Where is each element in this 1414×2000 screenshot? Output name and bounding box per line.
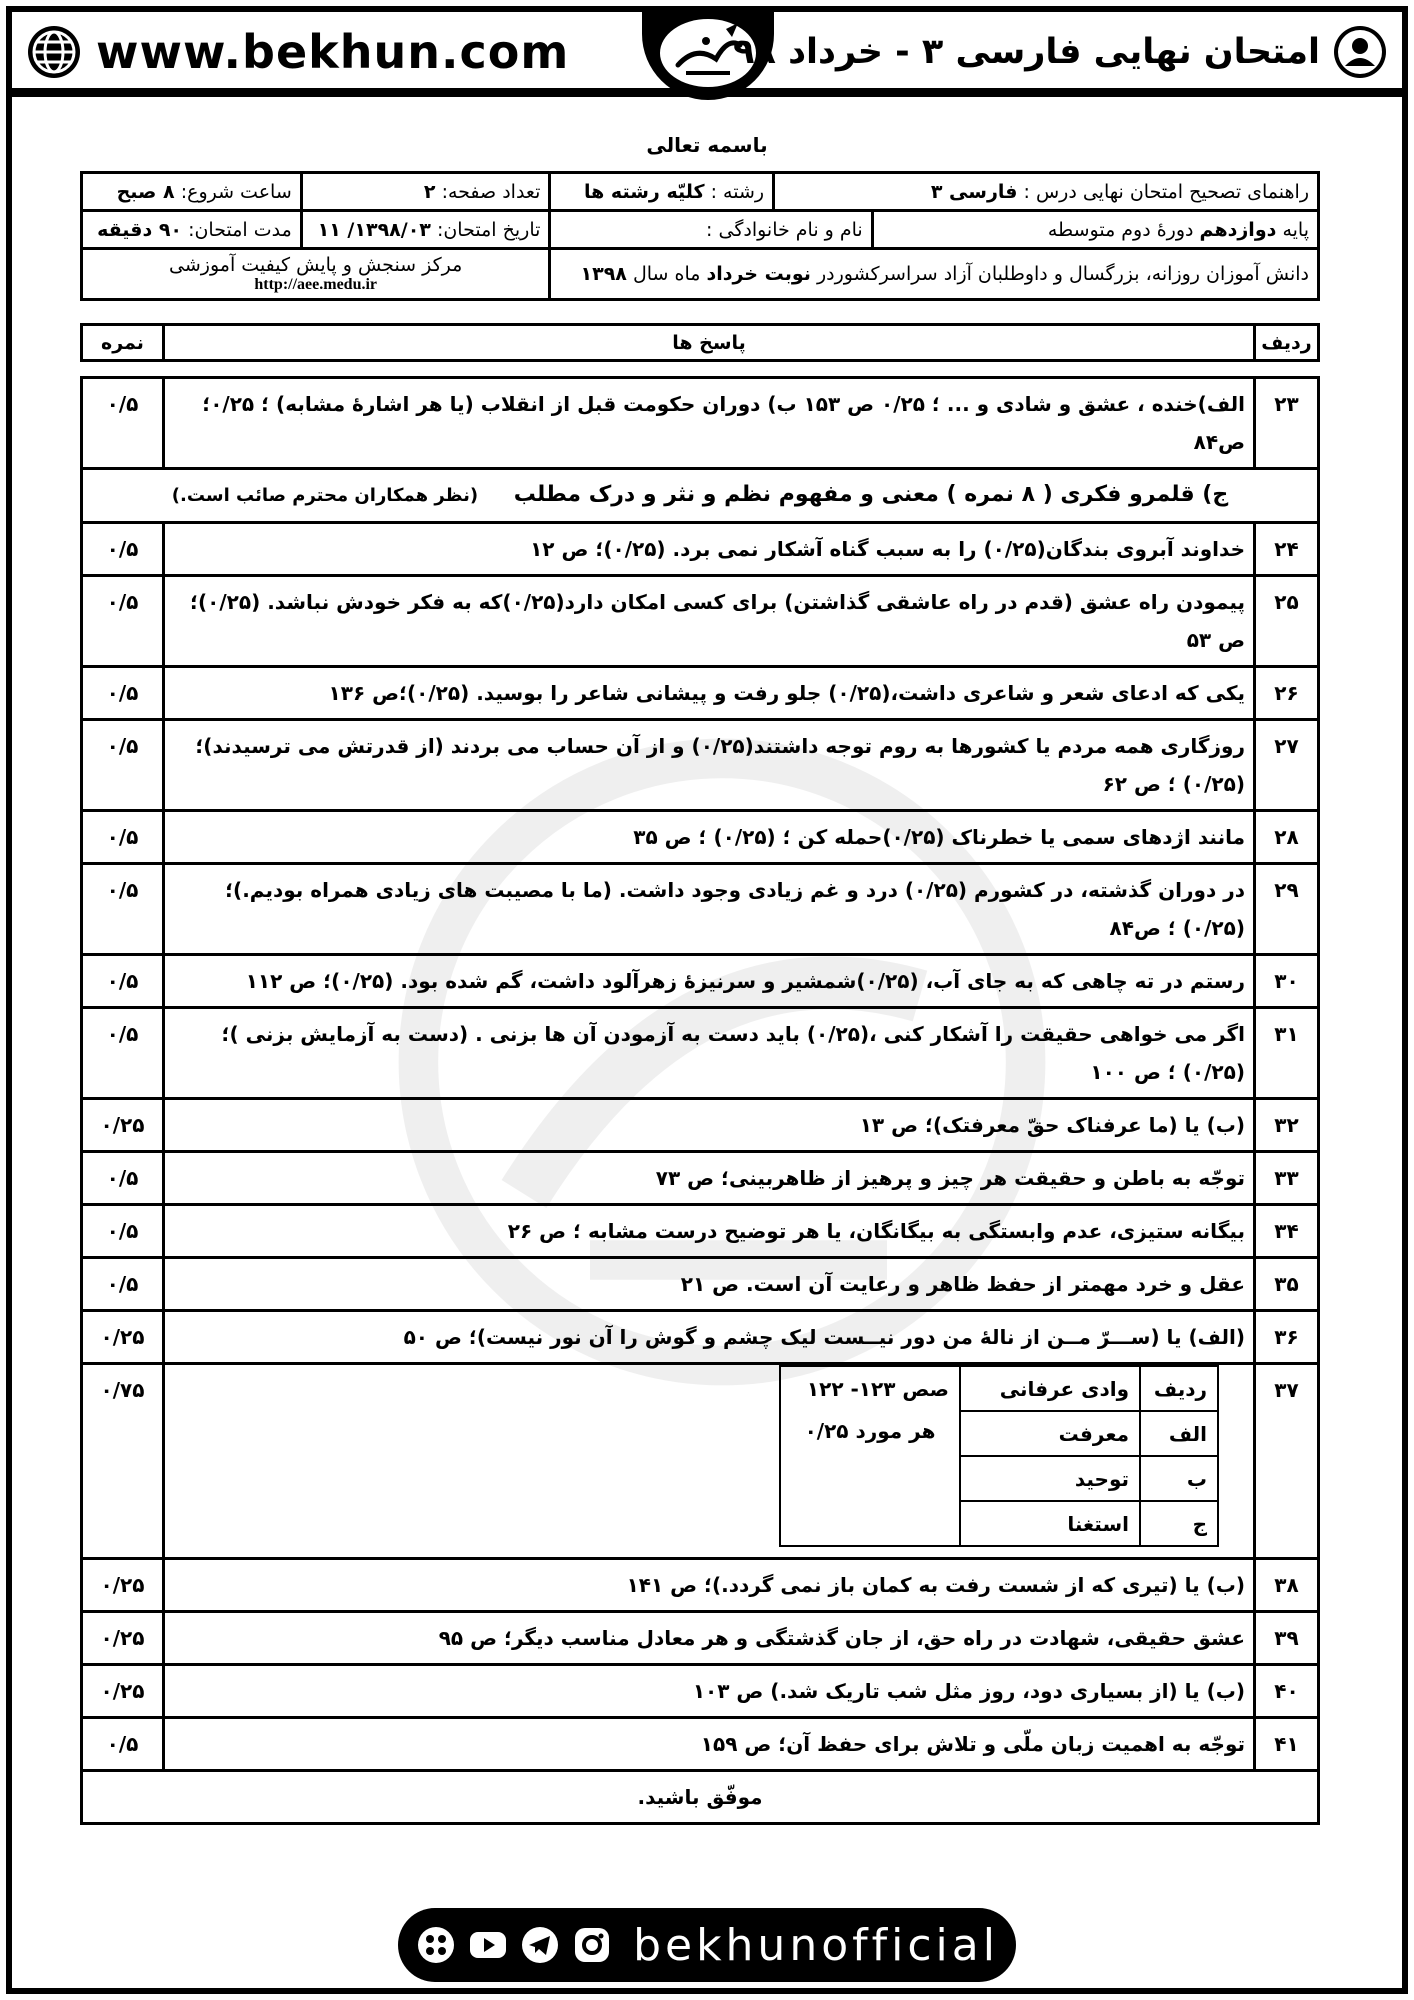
start-cell: ساعت شروع: ۸ صبح — [82, 173, 302, 211]
website-block[interactable] — [26, 24, 569, 80]
answers-table — [80, 376, 1320, 1825]
table-row: ۲۹ در دوران گذشته، در کشورم (۰/۲۵) درد و غم زیادی وجود داشت. (ما با مصیبت های زیادی همراه بودیم.)؛ (۰/۲۵) ؛ ص۸۴ ۰/۵ — [82, 864, 1319, 955]
table-row: ۴۰ (ب) یا (از بسیاری دود، روز مثل شب تاریک شد.) ص ۱۰۳ ۰/۲۵ — [82, 1665, 1319, 1718]
section-title: ج) قلمرو فکری ( ۸ نمره ) معنی و مفهوم نظم و نثر و درک مطلب — [513, 482, 1229, 507]
table-row: ۲۶ یکی که ادعای شعر و شاعری داشت،(۰/۲۵) جلو رفت و پیشانی شاعر را بوسید. (۰/۲۵)؛ص ۱۳۶ ۰/۵ — [82, 667, 1319, 720]
youtube-icon[interactable] — [467, 1924, 509, 1966]
table-row: ۲۷ روزگاری همه مردم یا کشورها به روم توجه داشتند(۰/۲۵) و از آن حساب می بردند (از قدرتش می ترسیدند)؛ (۰/۲۵) ؛ ص ۶۲ ۰/۵ — [82, 720, 1319, 811]
section-note: (نظر همکاران محترم صائب است.) — [171, 485, 479, 506]
table-row: ۳۶ (الف) یا (ســـرّ مــن از نالهٔ من دور نیــست لیک چشم و گوش را آن نور نیست)؛ ص ۵۰ ۰/۲۵ — [82, 1311, 1319, 1364]
table-row: ۴۱ توجّه به اهمیت زبان ملّی و تلاش برای حفظ آن؛ ص ۱۵۹ ۰/۵ — [82, 1718, 1319, 1771]
exam-info-table — [80, 171, 1320, 301]
table-row: ۳۲ (ب) یا (ما عرفناک حقّ معرفتک)؛ ص ۱۳ ۰/۲۵ — [82, 1099, 1319, 1152]
table-row: ۳۴ بیگانه ستیزی، عدم وابستگی به بیگانگان، یا هر توضیح درست مشابه ؛ ص ۲۶ ۰/۵ — [82, 1205, 1319, 1258]
table-row: ۲۸ مانند اژدهای سمی یا خطرناک (۰/۲۵)حمله کن ؛ (۰/۲۵) ؛ ص ۳۵ ۰/۵ — [82, 811, 1319, 864]
header-answers: پاسخ ها — [164, 325, 1255, 361]
table-row: ۳۵ عقل و خرد مهمتر از حفظ ظاهر و رعایت آن است. ص ۲۱ ۰/۵ — [82, 1258, 1319, 1311]
top-banner — [12, 12, 1402, 97]
table-row: ۳۰ رستم در ته چاهی که به جای آب، (۰/۲۵)شمشیر و سرنیزهٔ زهرآلود داشت، گم شده بود. (۰/۲۵)؛ ص ۱۱۲ ۰/۵ — [82, 955, 1319, 1008]
field-cell: رشته : کلیّه رشته ها — [550, 173, 774, 211]
table-row: ۲۴ خداوند آبروی بندگان(۰/۲۵) را به سبب گناه آشکار نمی برد. (۰/۲۵)؛ ص ۱۲ ۰/۵ — [82, 523, 1319, 576]
valley-each: هر مورد ۰/۲۵ — [780, 1411, 960, 1456]
valley-table-wrap — [173, 1371, 1245, 1551]
grade-cell: پایه دوازدهم دورهٔ دوم متوسطه — [872, 211, 1318, 249]
field-value: کلیّه رشته ها — [584, 180, 705, 203]
course-cell: راهنمای تصحیح امتحان نهایی درس : فارسی ۳ — [774, 173, 1319, 211]
table-row: ۲۵ پیمودن راه عشق (قدم در راه عاشقی گذاشتن) برای کسی امکان دارد(۰/۲۵)که به فکر خودش نباشد. (۰/۲۵)؛ ص ۵۳ ۰/۵ — [82, 576, 1319, 667]
exam-title: امتحان نهایی فارسی ۳ - خرداد ۹۸ — [733, 32, 1320, 72]
valley-head-name: وادی عرفانی — [960, 1366, 1140, 1411]
table-row: ۳۳ توجّه به باطن و حقیقت هر چیز و پرهیز از ظاهربینی؛ ص ۷۳ ۰/۵ — [82, 1152, 1319, 1205]
valley-pages: صص ۱۲۳- ۱۲۲ — [780, 1366, 960, 1411]
students-cell: دانش آموزان روزانه، بزرگسال و داوطلبان آزاد سراسرکشوردر نوبت خرداد ماه سال ۱۳۹۸ — [550, 249, 1319, 300]
aparat-icon[interactable] — [415, 1924, 457, 1966]
valley-head-row: ردیف — [1140, 1366, 1218, 1411]
date-cell: تاریخ امتحان: ۱۳۹۸/۰۳/ ۱۱ — [301, 211, 550, 249]
exam-title-block — [733, 24, 1388, 80]
header-row: ردیف — [1255, 325, 1319, 361]
table-row: ۳۹ عشق حقیقی، شهادت در راه حق، از جان گذشتگی و هر معادل مناسب دیگر؛ ص ۹۵ ۰/۲۵ — [82, 1612, 1319, 1665]
pages-cell: تعداد صفحه: ۲ — [301, 173, 550, 211]
duration-cell: مدت امتحان: ۹۰ دقیقه — [82, 211, 302, 249]
globe-icon — [26, 24, 82, 80]
valley-table: ردیف وادی عرفانی صص ۱۲۳- ۱۲۲ الف معرفت هر مورد ۰/۲۵ ب توحید ج استغنا — [779, 1365, 1219, 1547]
section-row — [82, 469, 1319, 523]
website-url[interactable]: www.bekhun.com — [96, 25, 570, 79]
footer-row — [82, 1771, 1319, 1824]
user-icon — [1332, 24, 1388, 80]
name-cell: نام و نام خانوادگی : — [550, 211, 872, 249]
doc-title: باسمه تعالی — [646, 133, 768, 157]
social-bar — [398, 1908, 1016, 1982]
table-row: ۳۸ (ب) یا (تیری که از شست رفت به کمان باز نمی گردد.)؛ ص ۱۴۱ ۰/۲۵ — [82, 1559, 1319, 1612]
center-cell: مرکز سنجش و پایش کیفیت آموزشی http://aee.medu.ir — [82, 249, 550, 300]
answers-header — [80, 323, 1320, 362]
table-row: ۲۳ الف)خنده ، عشق و شادی و ... ؛ ۰/۲۵ ص ۱۵۳ ب) دوران حکومت قبل از انقلاب (یا هر اشارهٔ مشابه) ؛ ۰/۲۵؛ ص۸۴ ۰/۵ — [82, 378, 1319, 469]
good-luck-text: موفّق باشید. — [82, 1771, 1319, 1824]
telegram-icon[interactable] — [519, 1924, 561, 1966]
table-row-q37: ۳۷ ردیف وادی عرفانی صص ۱۲۳- ۱۲۲ الف معرفت هر مورد ۰/۲۵ ب توحید ج استغنا ۰/۷۵ — [82, 1364, 1319, 1559]
center-url[interactable]: http://aee.medu.ir — [254, 276, 378, 293]
social-handle[interactable]: bekhunofficial — [633, 1919, 999, 1971]
header-score: نمره — [82, 325, 164, 361]
instagram-icon[interactable] — [571, 1924, 613, 1966]
course-value: فارسی ۳ — [930, 180, 1018, 203]
table-row: ۳۱ اگر می خواهی حقیقت را آشکار کنی ،(۰/۲۵) باید دست به آزمودن آن ها بزنی . (دست به آزمایش بزنی )؛ (۰/۲۵) ؛ ص ۱۰۰ ۰/۵ — [82, 1008, 1319, 1099]
